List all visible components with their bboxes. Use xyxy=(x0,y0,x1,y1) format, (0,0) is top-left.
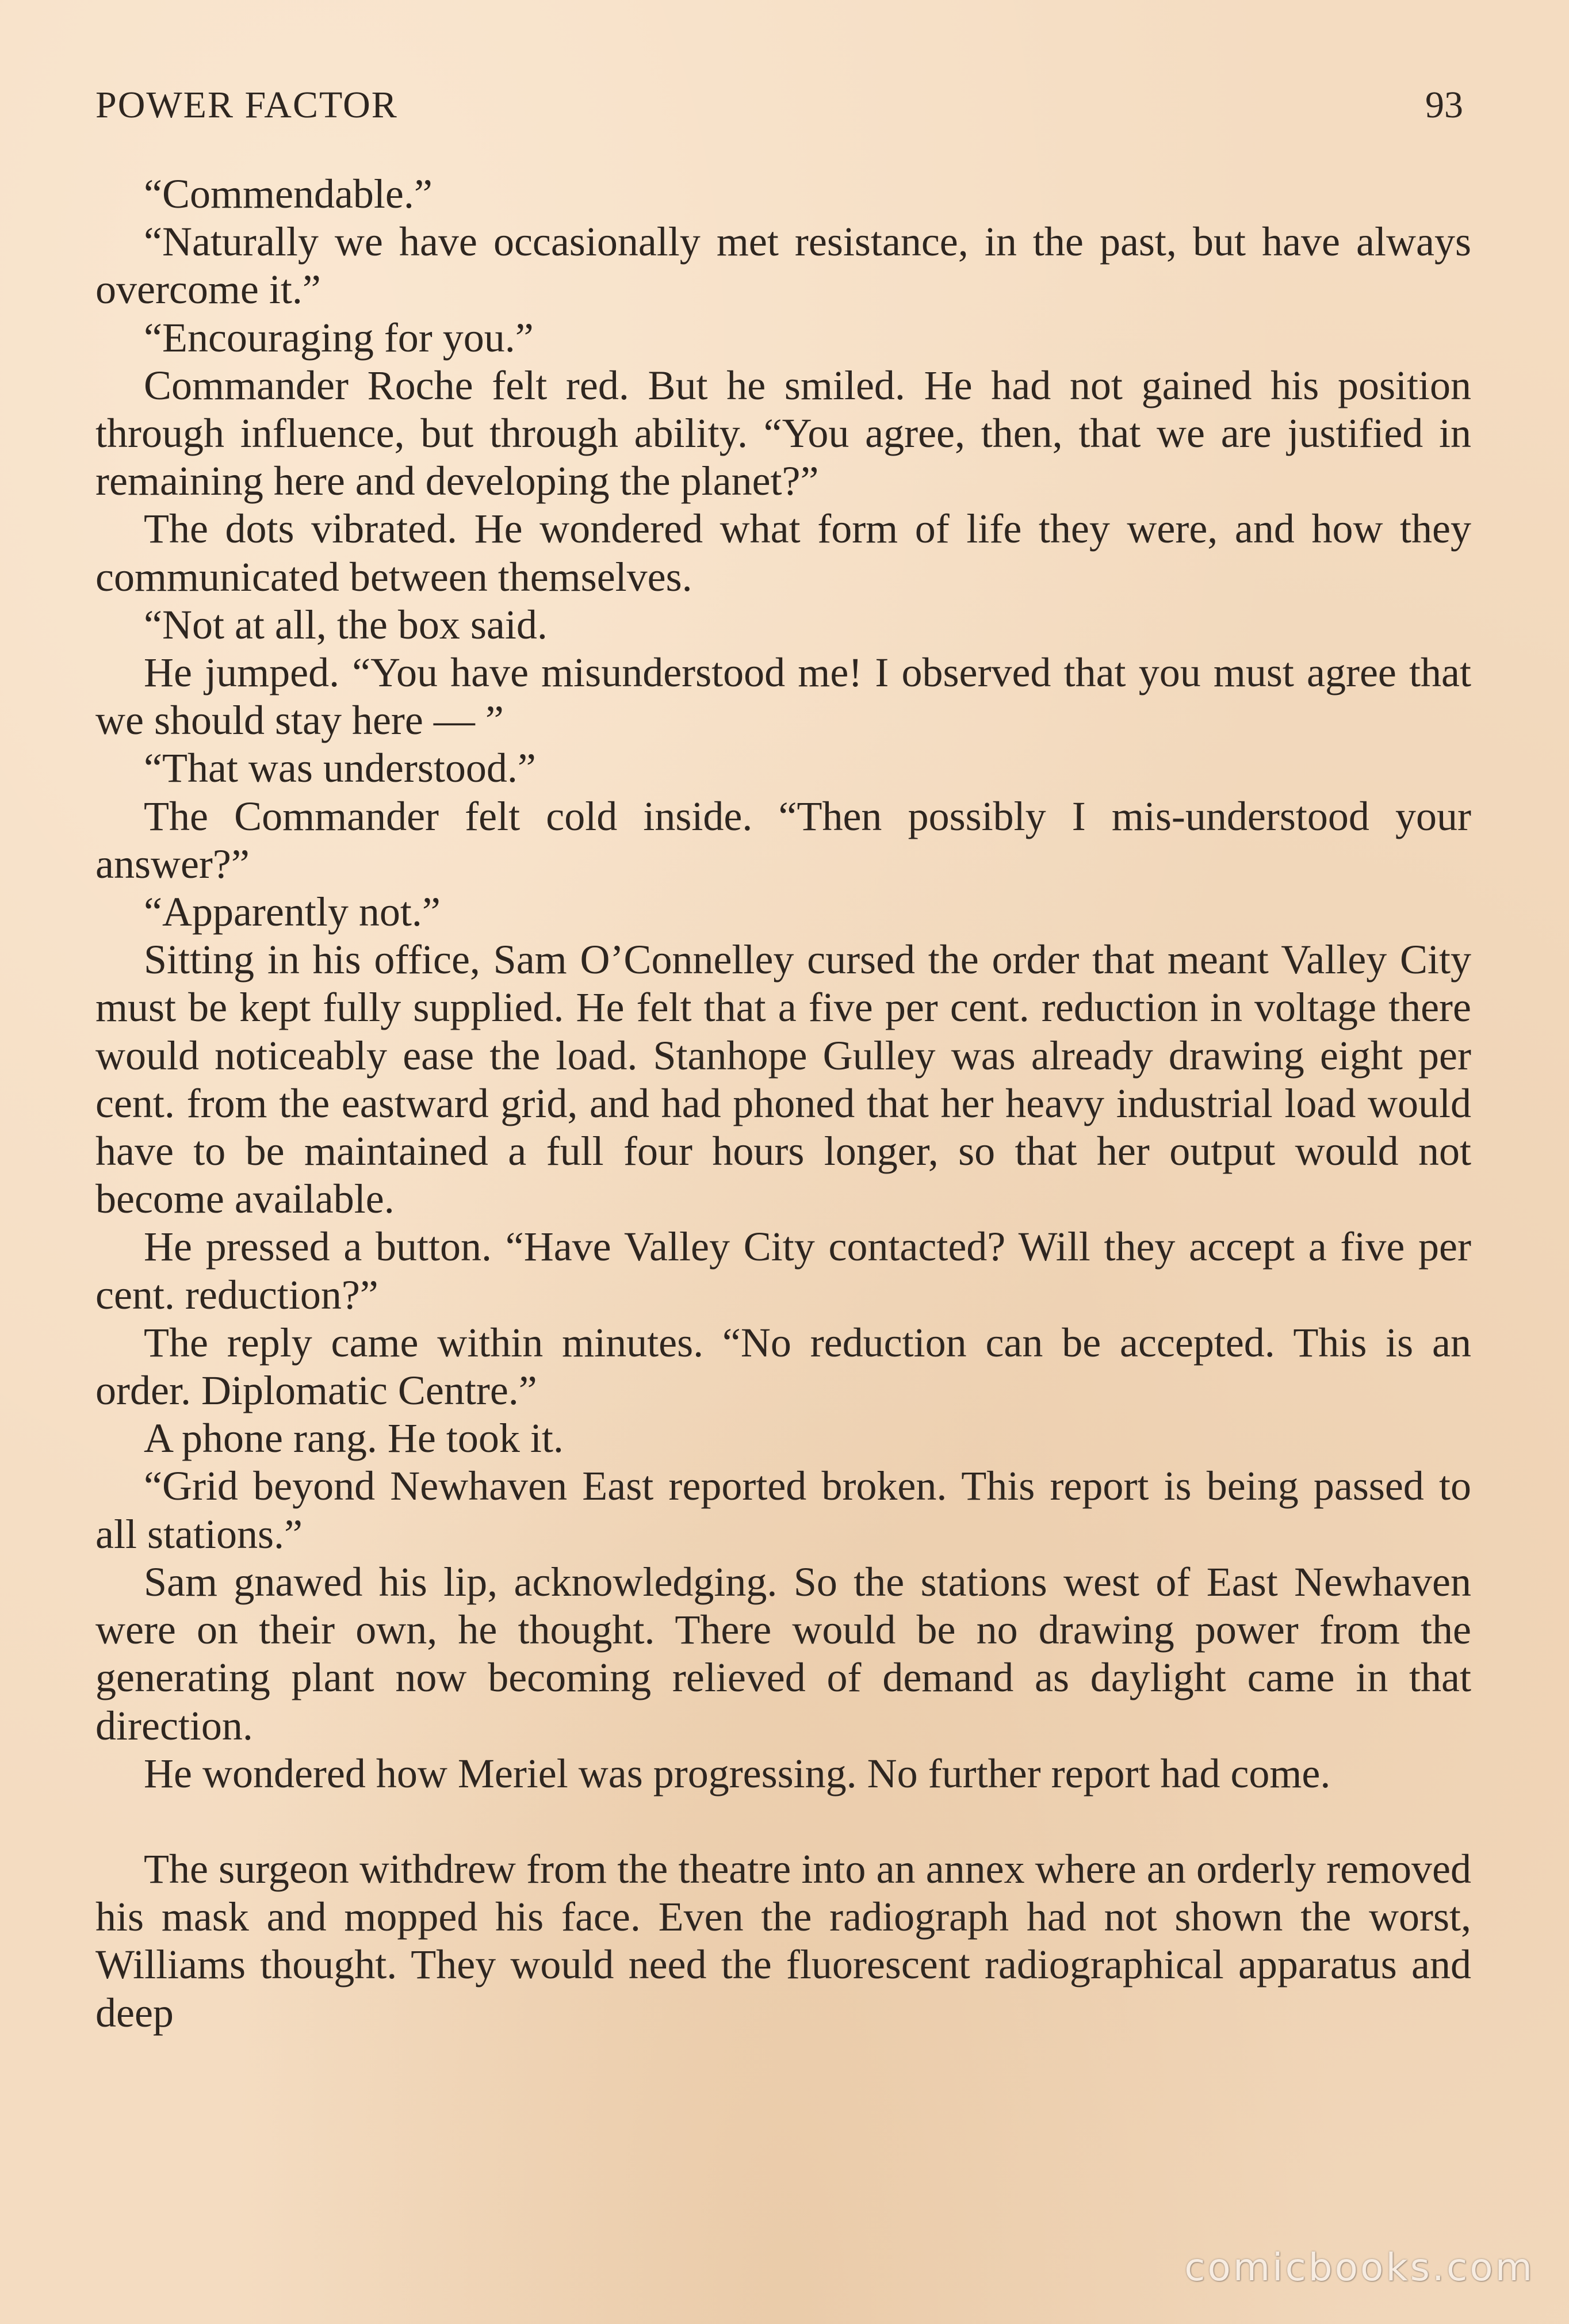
section-break xyxy=(95,1798,1471,1845)
paragraph: He wondered how Meriel was progressing. No further report had come. xyxy=(144,1750,1331,1796)
paragraph: “Encouraging for you.” xyxy=(144,314,534,361)
paragraph: The dots vibrated. He wondered what form of life they were, and how they communicated between themselves. xyxy=(95,506,1471,600)
paragraph: He pressed a button. “Have Valley City contacted? Will they accept a five per cent. reduction?” xyxy=(95,1224,1471,1318)
paragraph: Commander Roche felt red. But he smiled. He had not gained his position through influence, but through ability. “You agree, then, that we are justified in remaining here and developing the planet?” xyxy=(95,362,1471,504)
body-text xyxy=(95,170,1471,2037)
paragraph: “Naturally we have occasionally met resistance, in the past, but have always overcome it.” xyxy=(95,219,1471,313)
paragraph: “Commendable.” xyxy=(144,171,433,217)
paragraph: “That was understood.” xyxy=(144,745,536,792)
page-number: 93 xyxy=(1425,84,1463,126)
paragraph: “Apparently not.” xyxy=(144,889,441,935)
watermark: comicbooks.com xyxy=(1184,2245,1534,2289)
paragraph: The reply came within minutes. “No reduction can be accepted. This is an order. Diplomatic Centre.” xyxy=(95,1319,1471,1414)
paragraph: “Not at all, the box said. xyxy=(144,601,548,648)
paragraph: “Grid beyond Newhaven East reported broken. This report is being passed to all stations.” xyxy=(95,1463,1471,1557)
paragraph: He jumped. “You have misunderstood me! I observed that you must agree that we should stay here — ” xyxy=(95,649,1471,744)
paragraph: Sam gnawed his lip, acknowledging. So the stations west of East Newhaven were on their own, he thought. There would be no drawing power from the generating plant now becoming relieved of demand as daylight came in that direction. xyxy=(95,1558,1471,1749)
paragraph: A phone rang. He took it. xyxy=(144,1415,564,1462)
paragraph: The Commander felt cold inside. “Then possibly I mis-understood your answer?” xyxy=(95,793,1471,887)
running-title: POWER FACTOR xyxy=(95,84,398,126)
paragraph: Sitting in his office, Sam O’Connelley cursed the order that meant Valley City must be kept fully supplied. He felt that a five per cent. reduction in voltage there would noticeably ease the load. Stanhope Gulley was already drawing eight per cent. from the eastward grid, and had phoned that her heavy industrial load would have to be maintained a full four hours longer, so that her output would not become available. xyxy=(95,937,1471,1222)
paragraph: The surgeon withdrew from the theatre into an annex where an orderly removed his mask and mopped his face. Even the radiograph had not shown the worst, Williams thought. They would need the fluorescent radiographical apparatus and deep xyxy=(95,1845,1471,2036)
